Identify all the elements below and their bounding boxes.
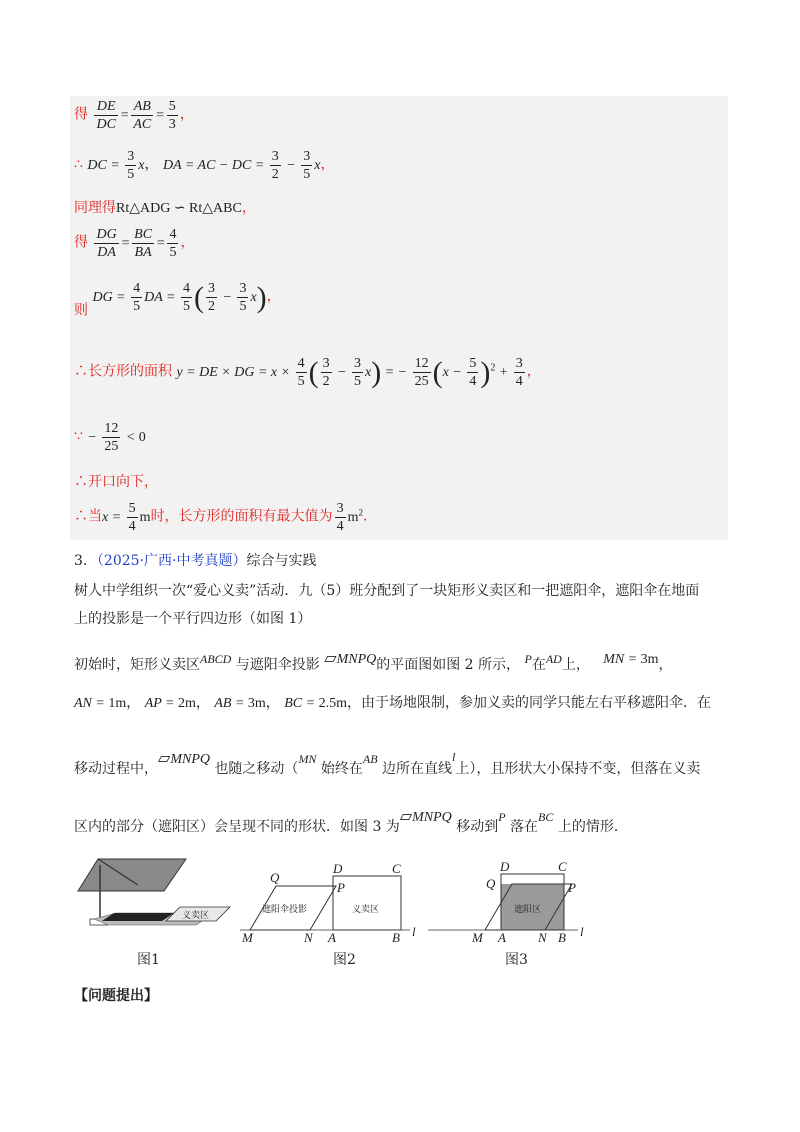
text: ，由于场地限制，参加义卖的同学只能左右平移遮阳伞．在 bbox=[346, 695, 711, 711]
question-paragraph-2: 上的投影是一个平行四边形（如图 1） bbox=[74, 611, 312, 627]
figure-2-left-label: 遮阳伞投影 bbox=[262, 905, 308, 915]
text: 边所在直线 bbox=[382, 761, 453, 777]
question-paragraph-5: 移动过程中，▱MNPQ 也随之移动（MN 始终在AB 边所在直线l上），且形状大小保持不变，但落在义卖 bbox=[74, 750, 701, 777]
question-paragraph-4: AN = 1m， AP = 2m， AB = 3m， BC = 2.5m，由于场地限制，参加义卖的同学只能左右平移遮阳伞．在 bbox=[74, 695, 711, 711]
text: ， bbox=[658, 657, 673, 673]
text: ∴长方形的面积 bbox=[74, 363, 172, 380]
svg-text:M: M bbox=[242, 930, 253, 945]
text: 始终在 bbox=[320, 761, 363, 777]
question-type: 综合与实践 bbox=[246, 553, 317, 569]
question-header bbox=[74, 550, 316, 570]
text: 移动过程中， bbox=[74, 761, 158, 777]
svg-text:N: N bbox=[304, 930, 313, 945]
text: 时，长方形的面积有最大值为 bbox=[150, 508, 333, 525]
text: ， bbox=[241, 200, 256, 216]
svg-text:l: l bbox=[580, 924, 584, 939]
figure-1 bbox=[70, 855, 240, 930]
similar-triangles: Rt△ADG ∽ Rt△ABC bbox=[116, 201, 242, 216]
svg-text:A: A bbox=[498, 930, 506, 945]
question-paragraph-1: 树人中学组织一次“爱心义卖”活动．九（5）班分配到了一块矩形义卖区和一把遮阳伞，遮阳伞在地面 bbox=[74, 583, 700, 599]
svg-text:C: C bbox=[392, 861, 401, 876]
figure-2-right-label: 义卖区 bbox=[352, 905, 380, 915]
solution-line-4: 得 $\frac{DG}{DA}$ = $\frac{BC}{BA}$ = $\frac{4}{5}$ ， bbox=[74, 227, 195, 260]
solution-line-5: 则 DG = $\frac{4}{5}$ DA = $\frac{4}{5}$ ( $\frac{3}{2}$ − $\frac{3}{5}$ x)， bbox=[74, 280, 281, 319]
svg-text:P: P bbox=[568, 880, 576, 895]
text: 上的情形． bbox=[557, 819, 628, 835]
text: 落在 bbox=[510, 819, 539, 835]
text: 则 bbox=[74, 302, 88, 319]
text: 与遮阳伞投影 bbox=[235, 657, 320, 673]
svg-text:C: C bbox=[558, 860, 567, 874]
text: ∴当 bbox=[74, 508, 102, 525]
text: 也随之移动（ bbox=[214, 761, 299, 777]
solution-line-6: ∴长方形的面积 y = DE × DG = x × $\frac{4}{5}$ ( $\frac{3}{2}$ − $\frac{3}{5}$ x) = − $\frac{12}{25}$ (x − $\frac{5}{4}$ )$^2$ + $\frac{3}{4}$ ， bbox=[74, 355, 541, 389]
text: 在 bbox=[531, 657, 546, 673]
therefore-symbol: ∴ bbox=[74, 156, 83, 173]
svg-text:Q: Q bbox=[486, 876, 496, 891]
text: ． bbox=[362, 508, 377, 525]
text: ， bbox=[265, 695, 280, 711]
text: 得 bbox=[74, 234, 88, 251]
svg-text:Q: Q bbox=[270, 870, 280, 885]
question-paragraph-6: 区内的部分（遮阳区）会呈现不同的形状．如图 3 为▱MNPQ 移动到P 落在BC 上的情形． bbox=[74, 808, 628, 835]
text: 的平面图如图 2 所示， bbox=[376, 657, 521, 673]
text: 同理得 bbox=[74, 200, 116, 216]
figure-1-label: 义卖区 bbox=[182, 911, 210, 921]
figure-3 bbox=[428, 860, 598, 945]
svg-text:M: M bbox=[472, 930, 483, 945]
solution-line-8: ∴开口向下， bbox=[74, 474, 158, 490]
text: 初始时，矩形义卖区 bbox=[74, 657, 200, 673]
solution-line-7: ∵ − $\frac{12}{25}$ < 0 bbox=[74, 421, 146, 454]
section-heading: 【问题提出】 bbox=[74, 988, 158, 1004]
svg-text:l: l bbox=[412, 924, 416, 939]
solution-line-9: ∴当x = $\frac{5}{4}$ m时，长方形的面积有最大值为 $\frac{3}{4}$ $m^2$． bbox=[74, 501, 377, 534]
question-number: 3． bbox=[74, 553, 97, 569]
text: 得 bbox=[74, 106, 88, 123]
svg-text:D: D bbox=[333, 861, 343, 876]
figure-3-caption: 图3 bbox=[505, 952, 528, 968]
question-source: （2025·广西·中考真题） bbox=[96, 553, 247, 569]
text: 移动到 bbox=[456, 819, 499, 835]
text: 区内的部分（遮阳区）会呈现不同的形状．如图 3 为 bbox=[74, 819, 400, 835]
solution-line-3 bbox=[74, 199, 256, 218]
svg-text:B: B bbox=[558, 930, 566, 945]
question-paragraph-3: 初始时，矩形义卖区ABCD 与遮阳伞投影 ▱MNPQ的平面图如图 2 所示， P在AD上， MN = 3m， bbox=[74, 650, 673, 673]
solution-line-2: ∴ DC = $\frac{3}{5}$ x， DA = AC − DC = $\frac{3}{2}$ − $\frac{3}{5}$ x， bbox=[74, 149, 335, 182]
text: ， bbox=[195, 695, 210, 711]
svg-text:B: B bbox=[392, 930, 400, 945]
svg-text:N: N bbox=[538, 930, 547, 945]
figure-3-label: 遮阳区 bbox=[514, 905, 542, 915]
text: ， bbox=[126, 695, 141, 711]
figure-1-caption: 图1 bbox=[137, 952, 160, 968]
svg-text:D: D bbox=[500, 860, 510, 874]
svg-text:A: A bbox=[328, 930, 336, 945]
solution-line-1: 得 $\frac{DE}{DC}$ = $\frac{AB}{AC}$ = $\frac{5}{3}$ ， bbox=[74, 99, 194, 132]
figure-2-caption: 图2 bbox=[333, 952, 356, 968]
text: 上， bbox=[561, 657, 590, 673]
because-symbol: ∵ bbox=[74, 428, 83, 445]
text: 上），且形状大小保持不变，但落在义卖 bbox=[455, 761, 701, 777]
svg-text:P: P bbox=[337, 880, 345, 895]
figure-2 bbox=[240, 860, 420, 945]
